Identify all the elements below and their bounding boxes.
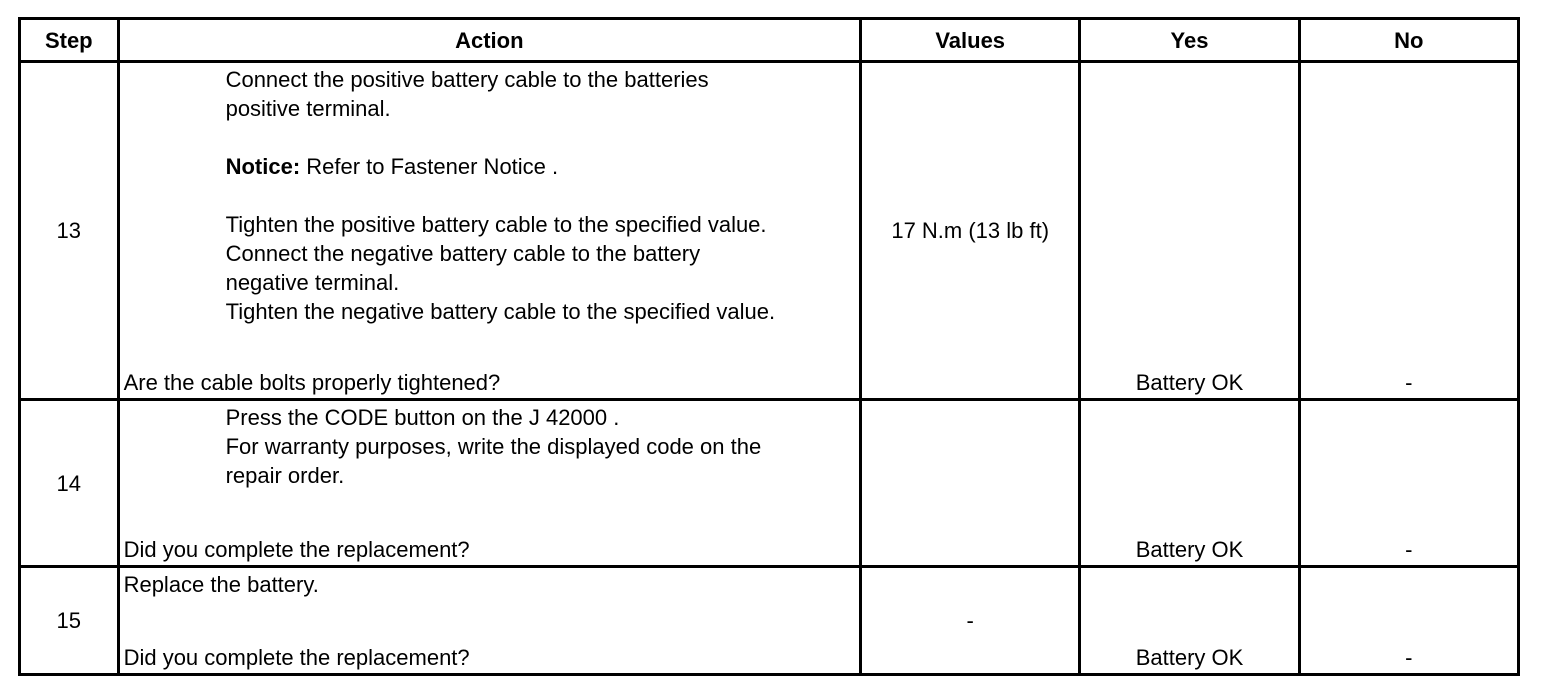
diagnostic-table — [18, 17, 1520, 676]
step-number: 15 — [20, 567, 119, 675]
no-cell: - — [1299, 400, 1518, 567]
action-line: Connect the negative battery cable to the battery — [225, 241, 701, 266]
header-no: No — [1299, 19, 1518, 62]
action-line: Connect the positive battery cable to the batteries — [225, 67, 709, 92]
step-number: 13 — [20, 62, 119, 400]
action-line: Tighten the positive battery cable to the specified value. — [225, 212, 767, 237]
table-row-step-13 — [20, 62, 1519, 400]
action-line: Tighten the negative battery cable to the specified value. — [225, 299, 776, 324]
notice-label: Notice: — [225, 154, 301, 179]
action-line: For warranty purposes, write the displayed code on the — [225, 434, 762, 459]
action-question: Did you complete the replacement? — [123, 645, 470, 670]
action-question: Are the cable bolts properly tightened? — [123, 370, 501, 395]
action-line: negative terminal. — [225, 270, 400, 295]
step-number: 14 — [20, 400, 119, 567]
action-line: repair order. — [225, 463, 345, 488]
action-cell — [118, 62, 860, 400]
header-action: Action — [118, 19, 860, 62]
no-cell: - — [1299, 567, 1518, 675]
header-values: Values — [861, 19, 1080, 62]
header-step: Step — [20, 19, 119, 62]
notice-line — [124, 152, 855, 181]
table-row-step-15 — [20, 567, 1519, 675]
action-question: Did you complete the replacement? — [123, 537, 470, 562]
values-cell: - — [861, 567, 1080, 675]
action-line: Replace the battery. — [123, 572, 319, 597]
header-yes: Yes — [1080, 19, 1299, 62]
action-line: Press the CODE button on the J 42000 . — [225, 405, 620, 430]
values-cell: 17 N.m (13 lb ft) — [861, 62, 1080, 400]
yes-cell: Battery OK — [1080, 400, 1299, 567]
notice-text: Refer to Fastener Notice . — [300, 154, 559, 179]
values-cell — [861, 400, 1080, 567]
table-row-step-14 — [20, 400, 1519, 567]
header-row — [20, 19, 1519, 62]
yes-cell: Battery OK — [1080, 62, 1299, 400]
no-cell: - — [1299, 62, 1518, 400]
yes-cell: Battery OK — [1080, 567, 1299, 675]
action-cell — [118, 400, 860, 567]
action-line: positive terminal. — [225, 96, 391, 121]
action-cell — [118, 567, 860, 675]
